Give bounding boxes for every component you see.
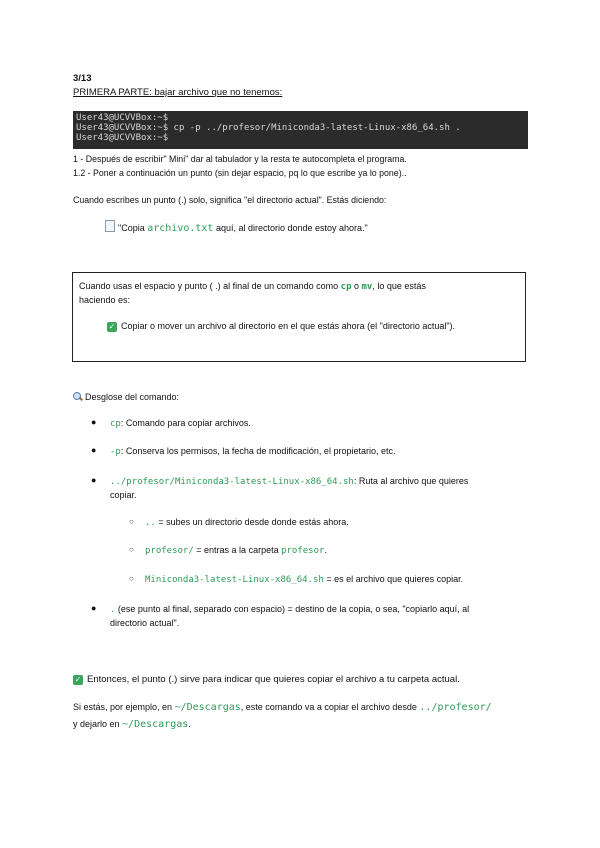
code-inline: archivo.txt: [147, 223, 214, 234]
code-inline: ~/Descargas: [174, 702, 241, 713]
info-box-text: Cuando usas el espacio y punto ( .) al final de un comando como cp o mv, lo que estás haciendo es:: [79, 281, 426, 305]
breakdown-title: Desglose del comando:: [73, 390, 179, 404]
check-icon: ✓: [108, 322, 116, 331]
bullet-dot: ●: [91, 603, 97, 613]
check-icon: ✓: [74, 675, 82, 684]
quote: "Copia archivo.txt aquí, al directorio donde estoy ahora.": [105, 220, 368, 234]
code-inline: cp: [340, 282, 352, 292]
bullet-dot: ●: [91, 445, 97, 455]
document-icon: [105, 220, 115, 232]
bullet-item: cp: Comando para copiar archivos.: [110, 418, 251, 429]
code-inline: ../profesor/Miniconda3-latest-Linux-x86_64.sh: [110, 477, 354, 487]
code-inline: .: [110, 605, 116, 615]
conclusion: ✓ Entonces, el punto (.) sirve para indicar que quieres copiar el archivo a tu carpeta actual.: [74, 674, 460, 685]
sub-bullet-circle: ○: [129, 574, 134, 583]
sub-bullet-item: profesor/ = entras a la carpeta profesor.: [145, 545, 327, 556]
bullet-dot: ●: [91, 475, 97, 485]
sub-bullet-circle: ○: [129, 545, 134, 554]
bullet-item: ../profesor/Miniconda3-latest-Linux-x86_64.sh: Ruta al archivo que quieres copiar.: [110, 476, 469, 500]
terminal-line: User43@UCVVBox:~$: [76, 113, 169, 123]
terminal-line: User43@UCVVBox:~$ cp -p ../profesor/Miniconda3-latest-Linux-x86_64.sh .: [76, 123, 461, 133]
info-box-check: ✓ Copiar o mover un archivo al directorio en el que estás ahora (el "directorio actual").: [108, 321, 456, 331]
terminal-block: [73, 111, 528, 149]
bullet-item: -p: Conserva los permisos, la fecha de modificación, el propietario, etc.: [110, 446, 396, 457]
code-inline: ~/Descargas: [122, 719, 189, 730]
sub-bullet-item: .. = subes un directorio desde donde estás ahora.: [145, 517, 349, 528]
magnifier-icon: [73, 392, 82, 401]
bullet-item: . (ese punto al final, separado con espacio) = destino de la copia, o sea, "copiarlo aquí, al directorio actual".: [110, 604, 470, 628]
example-paragraph: Si estás, por ejemplo, en ~/Descargas, este comando va a copiar el archivo desde ../profesor/ y dejarlo en ~/Descargas.: [73, 702, 492, 730]
note-1: 1 - Después de escribir" Mini" dar al tabulador y la resta te autocompleta el programa.: [73, 154, 407, 164]
code-inline: ..: [145, 518, 156, 528]
section-title: PRIMERA PARTE: bajar archivo que no tenemos:: [73, 87, 283, 98]
sub-bullet-circle: ○: [129, 517, 134, 526]
dot-explanation: Cuando escribes un punto (.) solo, significa "el directorio actual". Estás diciendo:: [73, 195, 387, 205]
code-inline: mv: [361, 282, 373, 292]
sub-bullet-item: Miniconda3-latest-Linux-x86_64.sh = es el archivo que quieres copiar.: [145, 574, 464, 585]
note-2: 1.2 - Poner a continuación un punto (sin dejar espacio, pq lo que escribe ya lo pone)..: [73, 168, 407, 178]
code-inline: profesor: [281, 546, 325, 556]
code-inline: -p: [110, 447, 121, 457]
terminal-line: User43@UCVVBox:~$: [76, 133, 169, 143]
page-number: 3/13: [73, 73, 92, 84]
code-inline: ../profesor/: [419, 702, 492, 713]
bullet-dot: ●: [91, 417, 97, 427]
code-inline: Miniconda3-latest-Linux-x86_64.sh: [145, 575, 324, 585]
code-inline: cp: [110, 419, 121, 429]
code-inline: profesor/: [145, 546, 194, 556]
